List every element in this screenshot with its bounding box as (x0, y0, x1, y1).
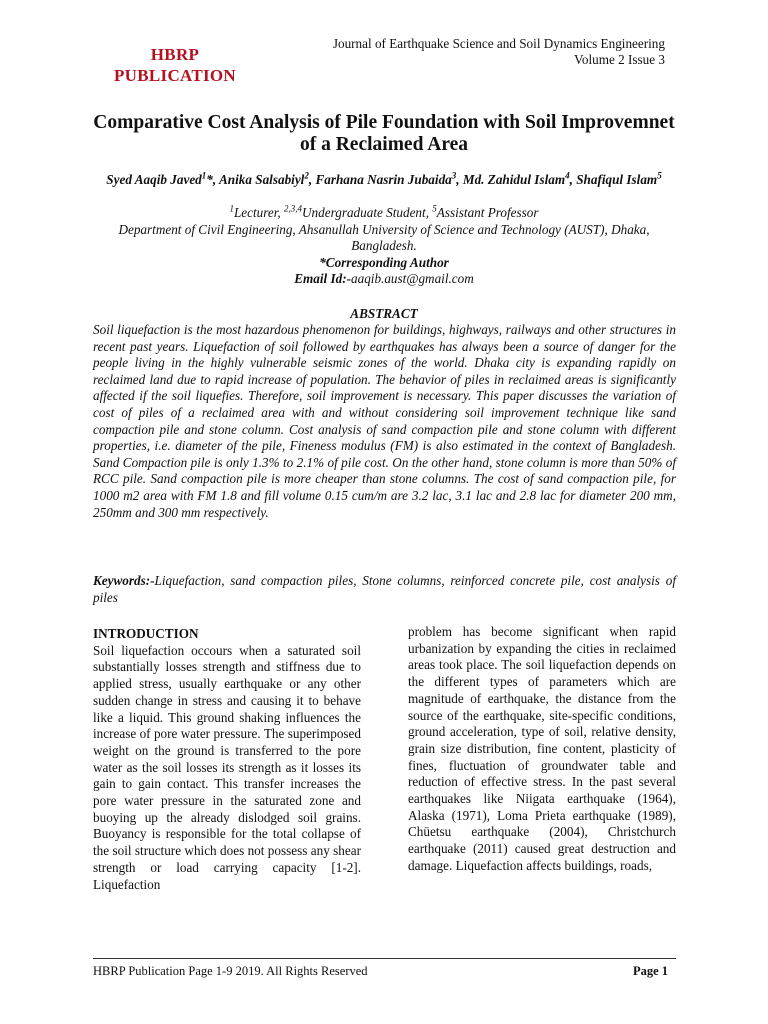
intro-paragraph-right: problem has become significant when rapid urbanization by expanding the cities in reclaimed areas took place. The soil liquefaction depends on the different types of parameters which are magnitude of earthquake, the distance from the source of the earthquake, site-specific conditions, ground acceleration, type of soil, relative density, grain size distribution, fine content, plasticity of fines, fluctuation of groundwater table and reduction of effective stress. In the past several earthquakes like Niigata earthquake (1964), Alaska (1971), Loma Prieta earthquake (1989), Chūetsu earthquake (2004), Christchurch earthquake (2011) caused great destruction and damage. Liquefaction affects buildings, roads, (408, 624, 676, 873)
email-address: aaqib.aust@gmail.com (351, 271, 474, 286)
author-name: Md. Zahidul Islam (462, 172, 566, 187)
column-left (93, 624, 361, 893)
column-right (408, 624, 676, 875)
author-affil-sup: 4 (565, 170, 570, 181)
email-line (90, 271, 678, 288)
publisher-logo-line2: PUBLICATION (113, 66, 236, 85)
role-label: Assistant Professor (436, 205, 539, 220)
section-heading-introduction: INTRODUCTION (93, 626, 199, 641)
email-label: Email Id:- (294, 271, 351, 286)
corresponding-mark: * (206, 172, 213, 187)
author-affil-sup: 3 (451, 170, 457, 181)
footer-copyright: HBRP Publication Page 1-9 2019. All Rights Reserved (93, 964, 368, 978)
author-affil-sup: 5 (657, 170, 662, 181)
author-name: Shafiqul Islam (576, 172, 658, 187)
keywords-text: Liquefaction, sand compaction piles, Stone columns, reinforced concrete pile, cost analysis of piles (93, 573, 676, 605)
page-number: Page 1 (632, 964, 668, 978)
volume-issue: Volume 2 Issue 3 (574, 52, 665, 67)
author-name: Anika Salsabiyl (218, 172, 305, 187)
abstract-text: Soil liquefaction is the most hazardous phenomenon for buildings, highways, railways and other structures in recent past years. Liquefaction of soil followed by earthquakes has always been a source of danger for the people living in the highly vulnerable seismic zones of the world. Dhaka city is expanding rapidly on reclaimed land due to rapid increase of population. The behavior of piles in reclaimed areas is significantly affected if the soil liquefies. Therefore, soil improvement is necessary. This paper discusses the variation of cost of piles of a reclaimed area with and without considering soil improvement technique like sand compaction pile and stone column. Cost analysis of sand compaction pile and stone column with different properties, i.e. diameter of the pile, Fineness modulus (FM) is also estimated in the context of Bangladesh. Sand Compaction pile is only 1.3% to 2.1% of pile cost. On the other hand, stone column is more than 50% of RCC pile. Sand compaction pile is more cheaper than stone columns. The cost of sand compaction pile, for 1000 m2 area with FM 1.8 and fill volume 0.15 cum/m are 3.2 lac, 3.1 lac and 2.8 lac for diameter 200 mm, 250mm and 300 mm respectively. (93, 322, 676, 520)
intro-paragraph-left: Soil liquefaction occours when a saturated soil substantially losses strength and stiffness due to applied stress, usually earthquake or any other sudden change in stress and causing it to behave like a liquid. This ground shaking influences the increase of pore water pressure. The superimposed weight on the ground is transferred to the pore water as the soil losses its strength as it losses its gain to gain contact. This transfer increases the pore water pressure in the saturated zone and buoying up the already dislodged soil grains. Buoyancy is responsible for the total collapse of the soil structure which does not possess any shear strength or load carrying capacity [1-2]. Liquefaction (93, 642, 361, 892)
role-sup: 5 (432, 203, 437, 214)
role-label: Lecturer, (233, 205, 285, 220)
department: Department of Civil Engineering, Ahsanullah University of Science and Technology (AUST), Dhaka, Bangladesh. (118, 221, 650, 253)
author-list: Syed Aaqib Javed$^1$*, Anika Salsabiyl$^2$, Farhana Nasrin Jubaida$^3$, Md. Zahidul Islam$^4$, Shafiqul Islam$^5$ (106, 170, 662, 187)
keywords (93, 573, 676, 606)
publisher-logo (105, 44, 245, 86)
author-roles (90, 205, 678, 222)
footer-divider (93, 958, 676, 959)
author-name: Farhana Nasrin Jubaida (315, 172, 452, 187)
author-affil-sup: 1 (201, 170, 207, 181)
paper-title: Comparative Cost Analysis of Pile Foundation with Soil Improvemnet of a Reclaimed Area (93, 112, 675, 155)
role-sup: 2,3,4 (284, 203, 303, 214)
journal-name: Journal of Earthquake Science and Soil Dynamics Engineering (332, 36, 665, 51)
author-name: Syed Aaqib Javed (106, 172, 202, 187)
keywords-label: Keywords:- (93, 573, 155, 588)
corresponding-author: *Corresponding Author (319, 254, 449, 270)
affiliation-block (90, 205, 678, 288)
abstract-heading: ABSTRACT (350, 306, 418, 321)
role-label: Undergraduate Student, (302, 205, 433, 220)
role-sup: 1 (229, 203, 234, 214)
publisher-logo-line1: HBRP (150, 45, 200, 64)
author-affil-sup: 2 (304, 170, 309, 181)
journal-header (265, 36, 665, 68)
